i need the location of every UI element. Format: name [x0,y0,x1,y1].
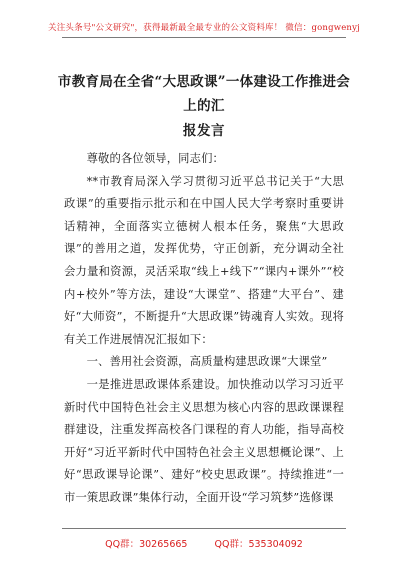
section-heading-1: 一、善用社会资源，高质量构建思政课“大课堂” [86,355,328,369]
header-divider [62,37,346,38]
document-title: 市教育局在全省“大思政课”一体建设工作推进会上的汇 [57,74,351,114]
intro-paragraph: **市教育局深入学习贯彻习近平总书记关于“大思政课”的重要指示批示和在中国人民大学考察时重要讲话精神，全面落实立德树人根本任务，聚焦“大思政课”的善用之道，发挥优势，守正创新，充分调动全社会力量和资源，灵活采取“线上+线下”“课内+课外”“校内+校外”等方法，建设“大课堂”、搭建“大平台”、建好“大师资”，不断提升“大思政课”铸魂育人实效。现将有关工作进展情况汇报如下： [64,174,344,346]
body-paragraph: 一是推进思政课体系建设。加快推动以学习习近平新时代中国特色社会主义思想为核心内容的思政课课程群建设，注重发挥高校各门课程的育人功能，指导高校开好“习近平新时代中国特色社会主义思想概论课”、上好“思政课导论课”、建好“校史思政课”。持续推进“一市一策思政课”集体行动，全面开设“学习筑梦”选修课 [64,377,344,504]
footer-divider [62,528,346,529]
footer-qq-group-1: QQ群：30265665 [105,539,188,550]
page-header [0,0,408,40]
page-footer [0,528,408,580]
footer-contacts [0,536,408,550]
salutation: 尊敬的各位领导，同志们： [86,152,224,165]
header-promo-text: 关注头条号"公文研究"，获得最新最全最专业的公文资料库！ 微信：gongwenyj [48,23,360,33]
document-body [64,148,344,510]
document-title-continued: 报发言 [182,123,226,139]
footer-qq-group-2: QQ群：535304092 [214,539,303,550]
